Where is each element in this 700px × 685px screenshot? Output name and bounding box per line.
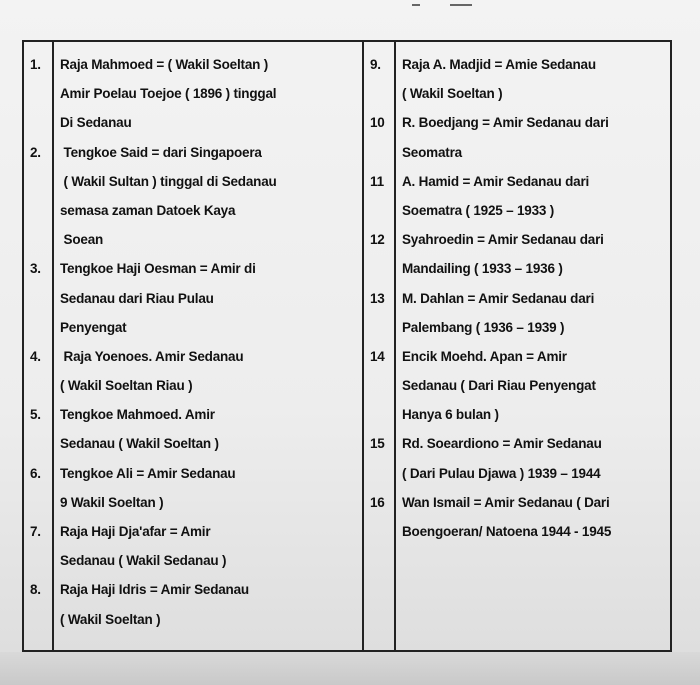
entry-number-spacer bbox=[24, 167, 52, 196]
entry-text-line: Palembang ( 1936 – 1939 ) bbox=[402, 319, 565, 335]
entry-number: 1. bbox=[30, 57, 41, 72]
entry-text-line: Seomatra bbox=[402, 144, 462, 160]
entry-text-line: M. Dahlan = Amir Sedanau dari bbox=[402, 290, 595, 306]
entry-text-line: Amir Poelau Toejoe ( 1896 ) tinggal bbox=[60, 86, 277, 102]
entry-text-line: ( Wakil Soeltan ) bbox=[402, 86, 503, 102]
entry-text-line: Soematra ( 1925 – 1933 ) bbox=[402, 202, 555, 218]
entry-text-line: 9 Wakil Soeltan ) bbox=[60, 494, 164, 510]
entry-number: 10 bbox=[370, 115, 385, 131]
entry-text-line: ( Dari Pulau Djawa ) 1939 – 1944 bbox=[402, 465, 601, 481]
entry-text-line: Encik Moehd. Apan = Amir bbox=[402, 348, 567, 364]
top-edge-mark bbox=[380, 0, 500, 10]
entry-text-line: ( Wakil Soeltan ) bbox=[60, 611, 161, 627]
entry-text-line: Syahroedin = Amir Sedanau dari bbox=[402, 232, 604, 248]
entry-number-spacer bbox=[364, 371, 394, 400]
entry-number-spacer bbox=[24, 429, 52, 458]
entry-number: 4. bbox=[30, 348, 41, 364]
entry-number-spacer bbox=[364, 196, 394, 225]
entry-number-spacer bbox=[364, 138, 394, 167]
entry-text-line: Raja Haji Dja'afar = Amir bbox=[60, 524, 211, 539]
entry-text-line: R. Boedjang = Amir Sedanau dari bbox=[402, 115, 609, 131]
entry-text-line: Raja Yoenoes. Amir Sedanau bbox=[60, 348, 244, 364]
entry-text-line: semasa zaman Datoek Kaya bbox=[60, 202, 236, 218]
entry-text-line: Sedanau ( Dari Riau Penyengat bbox=[402, 378, 596, 394]
entry-number-spacer bbox=[24, 284, 52, 313]
entry-number: 5. bbox=[30, 407, 41, 423]
entry-number-spacer bbox=[24, 225, 52, 254]
entry-number-spacer bbox=[364, 517, 394, 546]
entry-text-line: Mandailing ( 1933 – 1936 ) bbox=[402, 261, 563, 277]
entry-number-spacer bbox=[364, 400, 394, 429]
entry-text-line: ( Wakil Sultan ) tinggal di Sedanau bbox=[60, 173, 277, 189]
entry-number-spacer bbox=[24, 108, 52, 137]
right-number-column bbox=[363, 41, 395, 651]
entry-text-line: Di Sedanau bbox=[60, 115, 132, 131]
entry-number: 11 bbox=[370, 173, 384, 189]
entry-text-line: Raja A. Madjid = Amie Sedanau bbox=[402, 57, 596, 72]
entry-text-line: Tengkoe Ali = Amir Sedanau bbox=[60, 465, 236, 481]
entry-number: 12 bbox=[370, 232, 385, 248]
entry-text-line: Tengkoe Said = dari Singapoera bbox=[60, 144, 262, 160]
entry-number: 14 bbox=[370, 348, 385, 364]
entry-number: 16 bbox=[370, 494, 385, 510]
entry-text-line: Boengoeran/ Natoena 1944 - 1945 bbox=[402, 524, 612, 539]
entry-number: 3. bbox=[30, 261, 41, 277]
entry-text-line: Penyengat bbox=[60, 319, 127, 335]
right-text-column bbox=[395, 41, 671, 651]
entry-number: 6. bbox=[30, 465, 41, 481]
entry-text-line: A. Hamid = Amir Sedanau dari bbox=[402, 173, 590, 189]
entry-text-line: Sedanau ( Wakil Sedanau ) bbox=[60, 553, 227, 569]
entry-text-line: Soean bbox=[60, 232, 104, 248]
entry-number-spacer bbox=[364, 79, 394, 108]
entry-number: 2. bbox=[30, 144, 41, 160]
page-bottom-shadow bbox=[0, 652, 700, 685]
entry-number-spacer bbox=[364, 254, 394, 283]
left-number-column bbox=[23, 41, 53, 651]
entry-text-line: ( Wakil Soeltan Riau ) bbox=[60, 378, 193, 394]
entry-text-line: Sedanau dari Riau Pulau bbox=[60, 290, 214, 306]
left-text-column bbox=[53, 41, 363, 651]
amir-sedanau-table bbox=[22, 40, 672, 652]
entry-text-line: Hanya 6 bulan ) bbox=[402, 407, 499, 423]
entry-text-line: Rd. Soeardiono = Amir Sedanau bbox=[402, 436, 602, 452]
entry-number-spacer bbox=[24, 371, 52, 400]
entry-number-spacer bbox=[364, 459, 394, 488]
entry-number-spacer bbox=[24, 605, 52, 634]
entry-text-line: Raja Haji Idris = Amir Sedanau bbox=[60, 582, 249, 598]
entry-number-spacer bbox=[24, 488, 52, 517]
entry-number-spacer bbox=[24, 79, 52, 108]
entry-text-line: Wan Ismail = Amir Sedanau ( Dari bbox=[402, 494, 610, 510]
entry-number-spacer bbox=[24, 546, 52, 575]
entry-text-line: Raja Mahmoed = ( Wakil Soeltan ) bbox=[60, 57, 269, 72]
entry-number: 8. bbox=[30, 582, 41, 598]
entry-text-line: Tengkoe Haji Oesman = Amir di bbox=[60, 261, 256, 277]
entry-number: 9. bbox=[370, 57, 381, 72]
entry-text-line: Sedanau ( Wakil Soeltan ) bbox=[60, 436, 219, 452]
entry-number-spacer bbox=[364, 313, 394, 342]
entry-text-line: Tengkoe Mahmoed. Amir bbox=[60, 407, 215, 423]
entry-number: 13 bbox=[370, 290, 385, 306]
entry-number: 7. bbox=[30, 524, 41, 539]
entry-number-spacer bbox=[24, 196, 52, 225]
entry-number: 15 bbox=[370, 436, 385, 452]
entry-number-spacer bbox=[24, 313, 52, 342]
